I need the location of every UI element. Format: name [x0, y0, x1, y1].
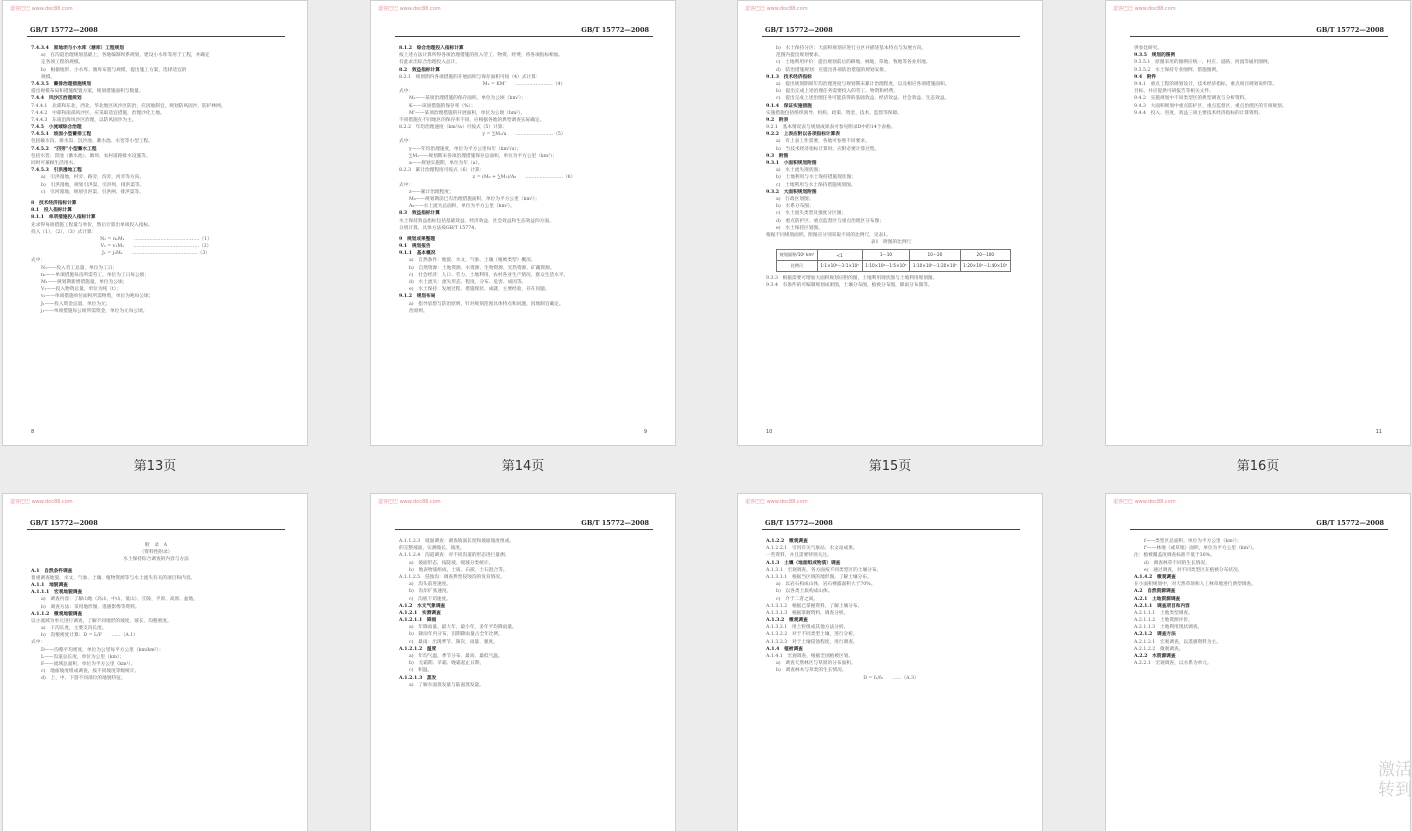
table-cell: 1:20×10⁵～1:40×10⁵	[960, 261, 1010, 272]
section-heading: 9.2.2 上表应附以各项指标计算表	[766, 132, 840, 138]
page-body	[766, 45, 1016, 425]
text-line: a) 调查天然林区与草原的分布面积。	[776, 661, 856, 667]
section-heading: 8.1 投入指标计算	[31, 208, 72, 214]
page-number: 11	[1375, 429, 1382, 435]
section-heading: A.1.3.2 微观调查	[766, 618, 808, 624]
text-line: V₁——投入物资总量，单位为吨（t）；	[41, 287, 121, 293]
text-line: b) 以各类土质构成山体。	[776, 589, 833, 595]
scale-table	[776, 249, 1011, 272]
page-label-16: 第16页	[1236, 459, 1280, 474]
text-line: 式中：	[399, 139, 414, 145]
text-line: a) 指导思想与防治原则，针对规划范围具体特点和问题，因地制宜确定。	[409, 301, 564, 307]
text-line: 规模。	[41, 74, 56, 80]
text-line: b) 土地利用与水土保持措施现状图；	[776, 175, 856, 181]
section-heading: A.1.2.2 微观调查	[766, 539, 808, 544]
section-heading: A.1.4 植被调查	[766, 646, 803, 652]
page-label-14: 第14页	[501, 459, 545, 474]
text-line: 式中：	[399, 89, 414, 95]
table-cell: 1:10×10⁴～1:5×10⁵	[862, 261, 910, 272]
text-line: 在小面积规划中，对天然草场和人工林草地进行典型调查。	[1134, 582, 1256, 588]
text-line: L——沟道总长度，单位为公里（km）；	[41, 654, 125, 660]
text-line: 8.2.2 年均治理速度（km²/a）可按式（5）计算：	[399, 125, 508, 131]
text-line: 的完整坡面，实测坡长、坡度。	[399, 546, 465, 552]
standard-code-header: GB/T 15772—2008	[765, 26, 833, 34]
text-line: A.2.1.1.2 土地资源评价。	[1134, 618, 1193, 624]
text-line: 包括水窖、涝池（蓄水池）、塘坝、农村道路排水设施等。	[31, 153, 151, 159]
text-line: z = (M₀ + ∑M₁)/A₀ ……………………（6）	[472, 175, 576, 181]
text-line: A₀——水土流失总面积，单位为平方公里（km²）。	[409, 204, 515, 210]
text-line: D = f₁/f₀ ……（A.3）	[863, 675, 919, 681]
text-line: c) 暴雨：出现季节、频次、雨量、强度。	[409, 639, 498, 645]
text-line: d) 防治措施规划：应提出各项防治措施的规划安排。	[776, 67, 889, 73]
text-line: c) 积温。	[409, 668, 433, 674]
section-heading: A.1.2 水文气象调查	[399, 603, 446, 609]
text-line: 不同措施在不同地区的保存率不同，应根据各地的典型调查实际确定。	[399, 117, 545, 123]
header-rule	[1130, 529, 1388, 530]
text-line: b) 调查林木与草类的生长情况。	[776, 668, 847, 674]
text-line: V₁ = v₁M₁ ……………………………………（2）	[100, 244, 212, 250]
text-line: a) 年均气温、季节分布、最高、最低气温。	[409, 654, 503, 659]
section-heading: 7.4.5.3 引洪漫地工程	[31, 168, 82, 174]
activation-watermark	[1378, 760, 1412, 800]
text-line: a) 沟头前进速度。	[409, 582, 452, 588]
text-line: 8.2.1 规划期内各项措施的开展面积与保存面积可按（4）式计算：	[399, 74, 541, 80]
watermark-text: 道客巴巴 www.doc88.com	[378, 6, 441, 12]
text-line: 9.3.3 根据需要可增加大面积规划应附的图，土地利用现状图与土地利用规划图。	[766, 276, 938, 282]
watermark-text: 道客巴巴 www.doc88.com	[745, 499, 808, 505]
text-line: a) 行政区划图；	[776, 196, 814, 202]
watermark-line-1: 激活	[1378, 760, 1412, 780]
section-heading: A.1.2.1.3 蒸发	[399, 675, 437, 681]
page-body	[1134, 538, 1384, 811]
page-body	[1134, 45, 1384, 425]
section-heading: A.1.2.1.1 降雨	[399, 618, 437, 624]
watermark-text: 道客巴巴 www.doc88.com	[10, 6, 73, 12]
text-line: A.1.2.2.1 引用有关气象站、水文站成果。	[766, 546, 858, 552]
section-heading: 9.3.5 规划的图例	[1134, 53, 1176, 59]
text-line: e) 水土保持：发展过程、措施现状、成就、主要经验、存在问题。	[409, 287, 550, 293]
text-line: c) 沟底下切速度。	[409, 596, 451, 602]
page-thumbnail-14[interactable]	[370, 0, 676, 446]
text-line: c) 社会经济：人口、劳力、土地利用、农村各业生产情况、群众生活水平。	[409, 272, 569, 278]
text-line: 9.4.1 重点工程的规划设计，技术经济指标，重点项目规划说明等。	[1134, 81, 1278, 87]
text-line: e) 通过调查，对不同类型区在植被分布状况。	[1144, 567, 1243, 573]
page-number: 9	[643, 429, 647, 435]
page-number: 10	[766, 429, 773, 435]
text-line: j₁——单项措施每公顷所需资金，单位为元每公顷。	[41, 308, 148, 314]
text-line: 9.4.2 实施规划中不同类型区的典型调查与分析资料。	[1134, 96, 1250, 102]
section-heading: 7.4.4 风沙区治理规划	[31, 96, 82, 102]
watermark-line-2: 转到	[1378, 780, 1412, 800]
page-thumbnail-13[interactable]	[2, 0, 308, 446]
text-line: （资料性附录）	[139, 550, 173, 556]
text-line: a) 坡面形态，按陡坡、缓坡分类统计。	[409, 560, 494, 566]
text-line: N₁——投入劳工总量，单位为工日；	[41, 265, 118, 271]
text-line: 9.2.1 基本情况表与规划成果表可参见附录D中的14个表格。	[766, 125, 896, 131]
section-heading: 7.4.3.4 原地坝与小水库（塘库）工程规划	[31, 46, 124, 51]
text-line: A.1.3.1.3 根据掌握资料，调查分析。	[766, 610, 849, 616]
text-line: D——沟壑平均密度，单位为公里每平方公里（km/km²）；	[41, 647, 164, 653]
text-line: 按上述方法计算所得各项治理措施的投入劳工、物资、经费，将各项指标相加。	[399, 53, 564, 59]
text-line: c) 土地利用评价：提出规划前后的耕地、林地、草地、牧地等各业用地。	[776, 60, 931, 66]
text-line: 注：植被覆盖度调查标准不低于30%。	[1134, 553, 1215, 559]
text-line: b) 当技术经济指标计算时，应附必要计算过程。	[776, 146, 880, 152]
page-number: 8	[31, 429, 35, 435]
text-line: b) 沟壑密度计算：D = L/F ……（A.1）	[41, 633, 138, 639]
text-line: y = ∑M₁/a ……………………（5）	[482, 132, 566, 138]
text-line: 9.3.5.1 原图采用的图例应统一，村庄、道路、河流等通用图例。	[1134, 60, 1273, 66]
text-line: A.1.1.2.3 坡面调查：调查坡面长度和坡面坡度组成。	[399, 539, 515, 544]
table-header-cell: 20～100	[960, 250, 1010, 261]
text-line: 投入（1）、（2）、（3）式计算：	[31, 229, 97, 235]
text-line: M₀——规划期前已有治理措施面积，单位为平方公里（km²）；	[409, 196, 540, 202]
section-heading: A.2.2 水资源调查	[1134, 654, 1176, 659]
text-line: ∑M₁——规划期末各项治理措施保存总面积，单位为平方公里（km²）；	[409, 153, 558, 159]
text-line: 有此求出综合治理投入总计。	[399, 60, 460, 66]
text-line: d) 重点防护区、重点监督区与重点治理区分布图；	[776, 218, 884, 224]
text-line: b) 水系分布图；	[776, 204, 814, 210]
text-line: A.2.1.1.1 土地类型调查。	[1134, 610, 1193, 616]
text-line: b) 水土保持分区：大面积规划应进行分区并描述基本特点与发展方向。	[776, 46, 927, 51]
text-line: 式中：	[31, 258, 46, 264]
section-heading: 9.1.2 规划布局	[399, 294, 436, 300]
header-rule	[762, 529, 1020, 530]
text-line: 实施措施包括组织领导、机构、政策、资金、技术、监督等保障。	[766, 110, 902, 116]
header-rule	[395, 36, 653, 37]
text-line: A.1.3.2.2 对于不同类型土壤，进行分析。	[766, 632, 858, 638]
section-heading: 7.4.5 小流域综合治理	[31, 125, 82, 131]
text-line: 根据不同规划面积，附图应分别采取不同的比例尺，见表1。	[766, 232, 891, 238]
text-line: d) 上、中、下游不同部位的地貌特征。	[41, 676, 126, 682]
section-heading: 9.3.1 小面积规划附图	[766, 161, 817, 166]
page-body	[766, 538, 1016, 811]
text-line: A.1.4.1 宏观调查，根据全国植被区划。	[766, 654, 854, 659]
text-line: c) 引河漫地，规划引洪渠、引洪闸、排洪渠等。	[41, 189, 144, 195]
text-line: f'——林地（或草地）面积，单位为平方公里（km²）。	[1144, 546, 1257, 552]
text-line: 7.4.4.3 东南沿海风沙区治理，以防风固沙为主。	[31, 117, 137, 123]
text-line: A.1.3.2.1 用土粒组成其他方法分析。	[766, 625, 849, 631]
text-line: a) 自然条件：地貌、水文、气象、土壤（植被类型）概况。	[409, 258, 536, 264]
text-line: 9.4.4 投入、进度、效益三项主要技术经济指标的计算资料。	[1134, 110, 1264, 116]
watermark-text: 道客巴巴 www.doc88.com	[1113, 6, 1176, 12]
text-line: a) 提出规划期间年均治理进度与规划期末累计治理程度，以及相应各项措施面积。	[776, 81, 950, 87]
page-thumbnail-18[interactable]	[370, 493, 676, 831]
text-line: M₁——规划期新增措施量，单位为公顷；	[41, 280, 128, 285]
text-line: 先求得每项措施工程量与单价，然后计算出单项投入指标。	[31, 222, 153, 228]
text-line: y——年均治理速度，单位为平方公里每年（km²/a）；	[409, 146, 522, 152]
page-label-13: 第13页	[133, 459, 177, 474]
text-line: c) 提出完成上述治理任务可能获得的基础效益、经济效益、社会效益、生态效益。	[776, 96, 950, 102]
page-label-15: 第15页	[868, 459, 912, 474]
section-heading: 8.2 效益指标计算	[399, 67, 440, 73]
text-line: 7.4.4.1 北部和东北、西北、华北地区风沙区防治，应因地制宜，规划防风固沙，防护林网。	[31, 103, 226, 109]
section-heading: A.1.2.1 实测调查	[399, 610, 441, 616]
table-header-cell: 10～20	[910, 250, 960, 261]
text-line: d) 水土流失：流失形态、程度、分布、危害、成因等。	[409, 280, 527, 285]
text-line: b) 地表物质组成，土质、石质、土石混合等。	[409, 567, 508, 573]
section-heading: 9.3 附图	[766, 153, 789, 159]
text-line: a) 在沟道治理规划基础上，各地编制坝系规划，建设小水库等用于工程，并确定	[41, 53, 210, 59]
text-line: 附 录 A	[144, 543, 168, 548]
text-line: c) 地面坡度组成调查，按不同坡度等级统计。	[41, 669, 140, 675]
table-header-cell: 1～10	[862, 250, 910, 261]
text-line: F——流域总面积，单位为平方公里（km²）。	[41, 662, 136, 667]
section-heading: 9.1.3 技术经济指标	[766, 74, 812, 80]
text-line: 一些资料，并且需要特别关注。	[766, 553, 832, 559]
text-line: 水土保持效益指标包括基础效益、经济效益、社会效益和生态效益四方面。	[399, 218, 554, 224]
text-line: 9.4.3 大面积规划中重点防护区、重点监督区、重点治理区的专项规划。	[1134, 103, 1287, 109]
text-line: M₁ = KM' ……………………（4）	[482, 81, 566, 87]
text-line: A.1.1.2.4 沟道调查：对不同沟道的形态进行量测。	[399, 553, 510, 559]
text-line: J₁——投入资金总量，单位为元；	[41, 301, 111, 307]
table-header-cell: <1	[817, 250, 862, 261]
page-body	[31, 538, 281, 811]
section-heading: 9.4 附件	[1134, 74, 1157, 80]
text-line: A.2.2.1 宏观调查，以水系为单元。	[1134, 661, 1212, 667]
standard-code-header: GB/T 15772—2008	[581, 26, 649, 34]
text-line: a) 调查内容：了解山地（高山、中山、低山）、丘陵、平原、高原、盆地。	[41, 597, 198, 603]
section-heading: 7.4.5.1 坡面小型蓄排工程	[31, 132, 92, 138]
text-line: M₁——某项治理措施的保存面积，单位为公顷（hm²）；	[409, 96, 526, 102]
page-body	[31, 45, 281, 425]
text-line: 供参比研究。	[1134, 46, 1163, 51]
text-line: 8.2.3 累计治理程度可按式（6）计算：	[399, 168, 485, 174]
standard-code-header: GB/T 15772—2008	[30, 519, 98, 527]
section-heading: A.1 自然条件调查	[31, 568, 73, 574]
watermark-text: 道客巴巴 www.doc88.com	[1113, 499, 1176, 505]
section-heading: 8 技术经济指标计算	[31, 200, 77, 206]
text-line: 着重调查地貌、水文、气象、土壤、植物资源等与水土流失有关的项目和内容。	[31, 575, 196, 581]
text-line: A.1.1.2.5 侵蚀沟：调查典型侵蚀沟的发育情况。	[399, 574, 505, 580]
text-line: b) 无霜期、早霜、晚霜起止日期。	[409, 661, 485, 667]
text-line: c) 水土流失类型及强度分区图；	[776, 211, 847, 217]
table-row-label: 比例尺	[777, 261, 818, 272]
text-line: 治原则。	[409, 308, 428, 314]
text-line: c) 介于二者之间。	[776, 596, 818, 602]
page-thumbnail-16[interactable]	[1105, 0, 1411, 446]
text-line: z——累计治理程度；	[409, 189, 454, 195]
section-heading: 8.1.2 综合治理投入指标计算	[399, 46, 464, 51]
page-thumbnail-15[interactable]	[737, 0, 1043, 446]
section-heading: 9.2 附表	[766, 117, 789, 123]
section-heading: 9.1.1 基本概况	[399, 251, 436, 257]
standard-code-header: GB/T 15772—2008	[1316, 519, 1384, 527]
standard-code-header: GB/T 15772—2008	[581, 519, 649, 527]
text-line: N₁ = n₁M₁ ……………………………………（1）	[100, 236, 212, 242]
text-line: A.2.1.1.3 土地利用现状调查。	[1134, 625, 1203, 631]
text-line: a) 年降雨量、最大年、最小年，多年平均降雨量。	[409, 625, 517, 631]
text-line: 式中：	[399, 182, 414, 188]
text-line: 7.4.4.2 中部和南部风沙区，应采取适宜措施，治理沙化土地。	[31, 110, 165, 116]
text-line: b) 降雨年内分布，汛期降雨量占全年比例。	[409, 632, 503, 638]
header-rule	[762, 36, 1020, 37]
text-line: 分别计算，具体方法按GB/T 15774。	[399, 225, 479, 231]
section-heading: 7.4.5.2 “四旁”小型蓄水工程	[31, 146, 97, 152]
header-rule	[395, 529, 653, 530]
standard-code-header: GB/T 15772—2008	[30, 26, 98, 34]
text-line: 9.3.4 有条件的可编制规划成果图，土壤分布图，植被分布图，降雨分布图等。	[766, 283, 933, 289]
text-line: b) 自然资源：土地资源、水资源、生物资源、光热资源、矿藏资源。	[409, 265, 555, 271]
section-heading: 9.3.2 大面积规划附图	[766, 189, 817, 195]
text-line: b) 调查方法：采用地形图、遥感影像等资料。	[41, 604, 140, 610]
section-heading: 8.3 效益指标计算	[399, 211, 440, 217]
header-rule	[1130, 36, 1388, 37]
text-line: c) 土地利用与水土保持措施规划图。	[776, 182, 856, 188]
text-line: e) 水土保持区划图。	[776, 225, 823, 231]
text-line: a) 引洪漫地，村旁、路旁，沟旁，河旁等方向。	[41, 175, 145, 181]
text-line: d) 调查林草不同的生长情况。	[1144, 560, 1210, 566]
watermark-text: 道客巴巴 www.doc88.com	[10, 499, 73, 505]
text-line: v₁——单项措施单位面积所需物资，单位为吨每公顷；	[41, 294, 154, 300]
text-line: a——规划实施期，单位为年（a）。	[409, 161, 483, 166]
text-line: A.1.3.1.2 根据已掌握资料，了解土壤分布。	[766, 603, 863, 609]
text-line: 范围内提出规划要求。	[776, 53, 823, 59]
section-heading: 7.4.3.5 蓄排治理措施规划	[31, 81, 92, 87]
text-line: a) 以岩石构成山体，岩石裸露面积大于70%。	[776, 582, 876, 588]
text-line: A.2.1.2.2 微观调查。	[1134, 646, 1184, 652]
header-rule	[27, 529, 285, 530]
text-line: 同时可兼顾生活用水。	[31, 161, 78, 166]
section-heading: A.1.1 地貌调查	[31, 582, 68, 588]
text-line: 定各项工程的规模。	[41, 60, 84, 66]
text-line: b) 沟岸扩张速度。	[409, 589, 452, 595]
text-line: J₁ = j₁M₁ ……………………………………（3）	[101, 251, 211, 257]
page-body	[399, 45, 649, 425]
text-line: n₁——单项措施每亩所需劳工，单位为工日每公顷；	[41, 272, 150, 278]
text-line: 9.3.5.2 水土保持专业图例、措施图例。	[1134, 67, 1221, 73]
text-line: b) 根据地形、小水库、塘库布置与规模，提出施工方案，选择适宜的	[41, 67, 187, 73]
text-line: a) 水土流失现状图；	[776, 168, 823, 174]
text-line: 水土保持综合调查的内容与方法	[123, 557, 189, 563]
standard-code-header: GB/T 15772—2008	[1316, 26, 1384, 34]
section-heading: A.2 自然资源调查	[1134, 589, 1176, 595]
section-heading: A.2.1.2 调查方法	[1134, 632, 1176, 638]
page-thumbnail-19[interactable]	[737, 493, 1043, 831]
section-heading: A.2.1 土地资源调查	[1134, 596, 1181, 602]
table-cell: 1:1×10⁴～1:1×10⁵	[817, 261, 862, 272]
text-line: A.2.1.2.1 宏观调查，以遥感资料为主。	[1134, 639, 1221, 645]
section-heading: A.1.2.1.2 温度	[399, 646, 437, 652]
text-line: b) 提出完成上述治理任务需要投入的劳工、物资和经费。	[776, 89, 899, 95]
text-line: 提出规模布局和措施配置方案，规划措施面积与数量。	[31, 89, 144, 95]
section-heading: 9.1 规划报告	[399, 244, 431, 250]
text-line: a) 了解水面蒸发量与陆面蒸发量。	[409, 682, 484, 688]
text-line: 以小流域为单元进行调查，了解不同地形的坡度、坡长、沟壑密度。	[31, 618, 172, 624]
text-line: 目标，并应提供可研报告等相关文件。	[1134, 89, 1214, 95]
text-line: 式中：	[31, 640, 46, 646]
text-line: A.1.3.1 宏观调查，各方面按不同类型区的土壤分布。	[766, 567, 882, 573]
section-heading: A.1.1.2 微观地貌调查	[31, 611, 83, 617]
table-cell: 1:10×10⁵～1:20×10⁵	[910, 261, 960, 272]
watermark-text: 道客巴巴 www.doc88.com	[378, 499, 441, 505]
text-line: 包括截水沟、排水沟、沉沙池、蓄水池、水窖等小型工程。	[31, 139, 153, 145]
text-line: b) 引洪漫地，规划引洪渠、引洪坝、排洪渠等。	[41, 182, 145, 188]
header-rule	[27, 36, 285, 37]
text-line: A.1.3.2.3 对于土壤侵蚀程度，进行调查。	[766, 639, 858, 645]
section-heading: 9 规划成果整理	[399, 236, 436, 242]
page-body	[399, 538, 649, 811]
section-heading: A.1.4.2 微观调查	[1134, 574, 1176, 580]
page-thumbnail-20[interactable]	[1105, 493, 1411, 831]
section-heading: A.2.1.1 调查项目和内容	[1134, 603, 1190, 609]
watermark-text: 道客巴巴 www.doc88.com	[745, 6, 808, 12]
text-line: 表1 附图的比例尺	[870, 240, 912, 246]
section-heading: 8.1.1 单项措施投入指标计算	[31, 215, 96, 221]
page-thumbnail-17[interactable]	[2, 493, 308, 831]
text-line: a) 干沟长度，主要支沟长度。	[41, 626, 107, 632]
section-heading: A.1.1.1 宏观地貌调查	[31, 590, 83, 596]
text-line: K——该项措施的保存率（%）；	[409, 103, 476, 109]
section-heading: 9.1.4 保证实施措施	[766, 103, 812, 109]
text-line: A.1.3.1.1 根据当区域的地形图，了解土壤分布。	[766, 574, 872, 580]
standard-code-header: GB/T 15772—2008	[765, 519, 833, 527]
text-line: M'——某项治理措施的开展面积，单位为公顷（hm²）。	[409, 110, 526, 116]
text-line: f——类型区总面积，单位为平方公里（km²）；	[1144, 539, 1242, 544]
text-line: a) 有上表工作需要，各地可参照不同要求。	[776, 139, 870, 145]
table-header-cell: 规划面积/10² km²	[777, 250, 818, 261]
section-heading: A.1.3 土壤（地面组成物质）调查	[766, 560, 841, 566]
